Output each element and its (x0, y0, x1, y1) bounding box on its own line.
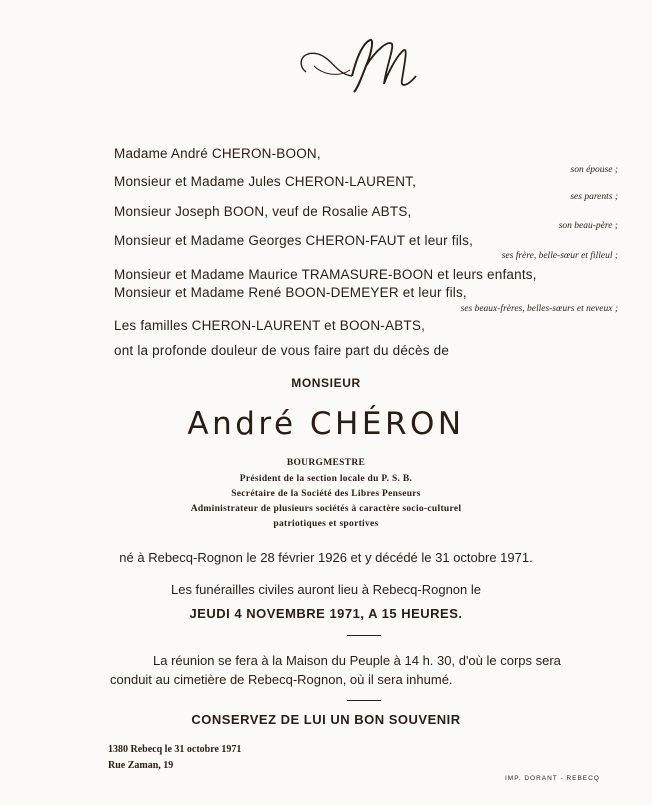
family-line-6: Monsieur et Madame René BOON-DEMEYER et leur fils, (114, 285, 467, 300)
closing-line: CONSERVEZ DE LUI UN BON SOUVENIR (191, 712, 461, 727)
deceased-title-1: Président de la section locale du P. S. B. (239, 474, 413, 484)
footer-address-1: 1380 Rebecq le 31 octobre 1971 (108, 744, 242, 755)
family-line-2: Monsieur et Madame Jules CHERON-LAURENT, (114, 174, 417, 189)
honorific: MONSIEUR (291, 376, 361, 390)
divider-1 (347, 635, 381, 636)
deceased-title-2: Secrétaire de la Société des Libres Penseurs (231, 489, 421, 499)
family-line-7: Les familles CHERON-LAURENT et BOON-ABTS, (114, 318, 426, 333)
printer-mark: IMP. DORANT - REBECQ (505, 775, 600, 782)
relation-4: ses frère, belle-sœur et filleul ; (501, 251, 618, 261)
gathering-line-2: conduit au cimetière de Rebecq-Rognon, où il sera inhumé. (110, 672, 453, 687)
gathering-line-1: La réunion se fera à la Maison du Peuple à 14 h. 30, d'où le corps sera (153, 653, 561, 668)
birth-death-line: né à Rebecq-Rognon le 28 février 1926 et y décédé le 31 octobre 1971. (119, 550, 533, 565)
relation-1: son épouse ; (570, 165, 618, 175)
deceased-title-3: Administrateur de plusieurs sociétés à caractère socio-culturel (190, 504, 462, 514)
funeral-line-2: JEUDI 4 NOVEMBRE 1971, A 15 HEURES. (189, 606, 463, 621)
announcement-text: ont la profonde douleur de vous faire part du décès de (114, 343, 450, 358)
family-line-1: Madame André CHERON-BOON, (114, 146, 321, 161)
deceased-name: André CHÉRON (187, 406, 465, 442)
deceased-role: BOURGMESTRE (286, 458, 366, 468)
relation-5: ses beaux-frères, belles-sœurs et neveux ; (460, 304, 618, 314)
family-line-3: Monsieur Joseph BOON, veuf de Rosalie ABTS, (114, 204, 412, 219)
footer-address-2: Rue Zaman, 19 (108, 760, 174, 771)
family-line-5: Monsieur et Madame Maurice TRAMASURE-BOON et leurs enfants, (114, 267, 537, 282)
svg-text:M: M (306, 96, 307, 97)
monogram-logo (292, 30, 422, 100)
deceased-title-4: patriotiques et sportives (273, 519, 379, 529)
funeral-line-1: Les funérailles civiles auront lieu à Rebecq-Rognon le (170, 582, 481, 597)
family-line-4: Monsieur et Madame Georges CHERON-FAUT et leur fils, (114, 233, 474, 248)
divider-2 (347, 700, 381, 701)
relation-2: ses parents ; (570, 192, 618, 202)
relation-3: son beau-père ; (558, 221, 618, 231)
